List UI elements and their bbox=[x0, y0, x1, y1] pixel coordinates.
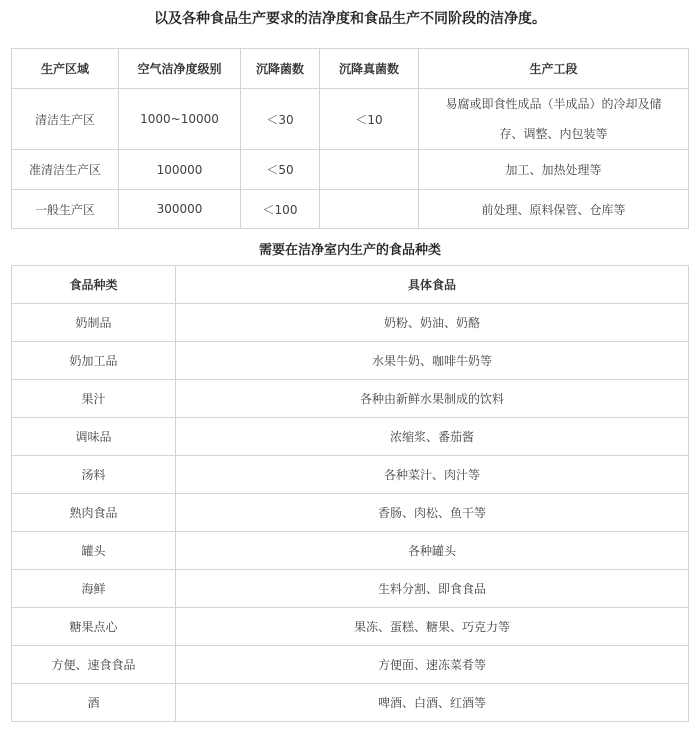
table-cell: 各种菜汁、肉汁等 bbox=[176, 456, 689, 494]
table-cell: 1000~10000 bbox=[119, 89, 241, 150]
table-row bbox=[12, 89, 689, 150]
table-cell: ＜30 bbox=[241, 89, 320, 150]
cleanroom-food-types-table bbox=[11, 265, 689, 722]
table-row bbox=[12, 684, 689, 722]
table-header-row bbox=[12, 49, 689, 89]
table-cell: 奶制品 bbox=[12, 304, 176, 342]
table-cell: 酒 bbox=[12, 684, 176, 722]
table-cell: 加工、加热处理等 bbox=[419, 150, 689, 190]
table-cell: 各种罐头 bbox=[176, 532, 689, 570]
table-cell: 香肠、肉松、鱼干等 bbox=[176, 494, 689, 532]
table-cell: 300000 bbox=[119, 190, 241, 229]
table-row bbox=[12, 570, 689, 608]
table-cell: 奶粉、奶油、奶酪 bbox=[176, 304, 689, 342]
table-cell: 准清洁生产区 bbox=[12, 150, 119, 190]
table-cell: 各种由新鲜水果制成的饮料 bbox=[176, 380, 689, 418]
table-header-row bbox=[12, 266, 689, 304]
table-cell: 水果牛奶、咖啡牛奶等 bbox=[176, 342, 689, 380]
table-row bbox=[12, 418, 689, 456]
column-header-food-type: 食品种类 bbox=[12, 266, 176, 304]
table-cell: 啤酒、白酒、红酒等 bbox=[176, 684, 689, 722]
table-cell: 生料分割、即食食品 bbox=[176, 570, 689, 608]
table-row bbox=[12, 342, 689, 380]
table-cell: 调味品 bbox=[12, 418, 176, 456]
table-cell: 一般生产区 bbox=[12, 190, 119, 229]
table-cell: 奶加工品 bbox=[12, 342, 176, 380]
table-row bbox=[12, 150, 689, 190]
table-row bbox=[12, 456, 689, 494]
table-cell: 糖果点心 bbox=[12, 608, 176, 646]
table-cell: ＜10 bbox=[320, 89, 419, 150]
table-cell: 浓缩浆、番茄酱 bbox=[176, 418, 689, 456]
table-row bbox=[12, 532, 689, 570]
table-cell: 汤料 bbox=[12, 456, 176, 494]
table-row bbox=[12, 494, 689, 532]
table-row bbox=[12, 608, 689, 646]
column-header-settling-fungi: 沉降真菌数 bbox=[320, 49, 419, 89]
table-row bbox=[12, 304, 689, 342]
table-cell: 果汁 bbox=[12, 380, 176, 418]
food-types-table-title: 需要在洁净室内生产的食品种类 bbox=[258, 243, 441, 258]
table-cell: 海鲜 bbox=[12, 570, 176, 608]
table-cell: 100000 bbox=[119, 150, 241, 190]
intro-text: 以及各种食品生产要求的洁净度和食品生产不同阶段的洁净度。 bbox=[154, 11, 546, 27]
table-row bbox=[12, 646, 689, 684]
table-row bbox=[12, 190, 689, 229]
column-header-specific-food: 具体食品 bbox=[176, 266, 689, 304]
column-header-air-cleanliness-level: 空气洁净度级别 bbox=[119, 49, 241, 89]
table-cell: ＜50 bbox=[241, 150, 320, 190]
table-cell bbox=[320, 190, 419, 229]
table-cell: 熟肉食品 bbox=[12, 494, 176, 532]
production-area-cleanliness-table bbox=[11, 48, 689, 229]
table-row bbox=[12, 380, 689, 418]
table-cell: 易腐或即食性成品（半成品）的冷却及储存、调整、内包装等 bbox=[419, 89, 689, 150]
table-cell: ＜100 bbox=[241, 190, 320, 229]
table-cell: 罐头 bbox=[12, 532, 176, 570]
table-cell: 方便、速食食品 bbox=[12, 646, 176, 684]
table-cell: 清洁生产区 bbox=[12, 89, 119, 150]
column-header-production-area: 生产区域 bbox=[12, 49, 119, 89]
table-cell bbox=[320, 150, 419, 190]
column-header-settling-bacteria: 沉降菌数 bbox=[241, 49, 320, 89]
table-cell: 前处理、原料保管、仓库等 bbox=[419, 190, 689, 229]
table-cell: 方便面、速冻菜肴等 bbox=[176, 646, 689, 684]
column-header-production-stage: 生产工段 bbox=[419, 49, 689, 89]
table-cell: 果冻、蛋糕、糖果、巧克力等 bbox=[176, 608, 689, 646]
